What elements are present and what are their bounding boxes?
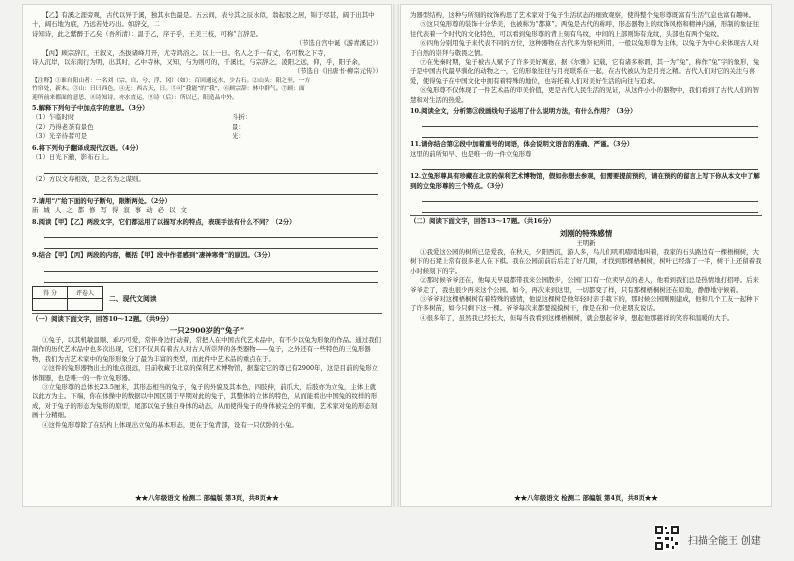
question-8: 8.阅读【甲】【乙】两段文字，它们都运用了以描写水的特点，表现手法有什么不同？（2分） — [32, 217, 296, 226]
answer-line[interactable] — [44, 273, 378, 283]
article-paragraph: ③爷爷对这棵梧桐树有着特殊的感情，他说这棵树是他年轻时亲手栽下的，那时候公园刚刚建成，他和几个工友一起种下了许多树苗，如今只剩下这一棵。爷爷每次来都要摸摸树干，像是在和一位老朋友说话。 — [410, 294, 759, 313]
right-page — [400, 4, 772, 507]
q11-text: 这里的前所知早、也是唯一的一件立兔形尊 — [410, 149, 532, 158]
annotation-line: 竹帘处，新木。③山：曰曰西色，④无：西古天，日。⑤可“我能”的“我”，⑥顾宗辞：林中群气。⑦顾：面 — [32, 86, 305, 93]
answer-line[interactable] — [422, 192, 758, 202]
article-paragraph: ①我爱这公园的树所已是爱我，在秋天，夕阳西沉，游人多，鸟儿们叽叽喳喳地叫着，我家的石头路边有一棵梧桐树，大树下的石凳上常有很多老人在下棋。我在公园前前后后走了好几圈，才找到那棵梧桐树，树叶已经落了一半，树干上还留着我小时候刻下的字。 — [410, 247, 762, 275]
q7-text: 庙 城 人 之 都 修 写 得 叙 事 动 必 以 文 — [32, 206, 189, 215]
article-paragraph: ②那时候爷爷还在，他每天早晨都带我来公园散步，公园门口有一位卖早点的老人，他看到我们总是热情地打招呼。后来爷爷走了，我也很少再来这个公园。如今，再次来到这里，一切都变了样，只有那棵梧桐树还在原地，静静地守候着。 — [410, 276, 759, 294]
subsection-heading: （一）阅读下面文字，回答10～12题。（共9分） — [32, 313, 382, 324]
article-paragraph: ④这件兔形尊除了在结构上体现出立兔的基本形态，更在于兔背部，设有一只伏卧的小兔。 — [42, 420, 298, 429]
section-heading: 二、现代文阅读 — [109, 295, 157, 304]
q5-item: （3）光辛待者可是 — [32, 132, 88, 141]
text-line: 【丙】顾宗辞江，王叙义，杰拔诸峰月开，尤寺鸿浴之。以上一日。名人之手一有丈，名可数之下寺， — [42, 48, 330, 57]
question-6: 6.将下列句子翻译成现代汉语。（4分） — [32, 143, 143, 152]
q5-item-answer[interactable]: 景： — [232, 122, 245, 131]
question-11: 11.请你结合第②段中加着重号的词语，体会说明文语言的准确、严谨。（3分） — [410, 140, 634, 149]
answer-line[interactable] — [44, 185, 378, 195]
answer-line[interactable] — [44, 164, 378, 174]
score-table — [32, 286, 103, 311]
text-line: 诗知诗，此之紫醉于乙矣（吾所清）：温于乙，序子乎，王美三枝，可称“言辞是。 — [32, 29, 263, 38]
annotation-line: 【注释】①谁自阳山者：一名刘（宗、自、兮、浮、冈）（如）：百回通远水，少古石。②山头：阳之至，一方 — [32, 77, 311, 84]
q6-item: （1）日光下澈，影布石上。 — [32, 153, 113, 162]
q5-item: （1）乍临时时 — [32, 113, 75, 122]
article-title: 刘刚的特殊感情 — [559, 228, 613, 238]
answer-line[interactable] — [44, 239, 378, 249]
article-paragraph: 为器型结构，这种与所刻的纹饰构思了艺术家对于兔子生活状态的细致观察，使得整个兔形尊既富有生活气息也富有趣味。 — [410, 11, 756, 19]
source-note: （节选自宫中诞《游青溪记》） — [295, 39, 382, 48]
annotation-line: 迎所前来都面的意思，⑧诗知诗，亦水直运，⑨诗（后）：所以已，阳造品中外。 — [32, 94, 238, 101]
article-author: 王明新 — [576, 238, 596, 247]
q6-item: （2）方以文寿相效，是之名为之谋则。 — [32, 174, 145, 183]
article-paragraph: ④很多年了，虽然我已经长大，但每当我看到这棵梧桐树，就会想起爷爷，想起他那慈祥的笑容和温暖的大手。 — [420, 313, 734, 322]
answer-line[interactable] — [422, 117, 758, 127]
article-paragraph: ①兔子，以其机敏温顺、乖巧可爱，常伴身边打动着，常把人在中国古代艺术品中，有不少以兔为形象的作品。通过我们制作的历代艺术品中也多次出现，它们不仅具有着古人对古人所崇拜的各类器物——兔子，之外还有一些特色的三兔形器物，我们为古艺术家中的兔形形象分了最为丰富的类型，而此件中艺术品的重点在于。 — [32, 335, 381, 363]
article-paragraph: ⑦在先秦时期，兔子被古人赋予了许多美好寓意，据《尔雅》记载，它有诸多称谓，其一为“兔”，称作“兔”字的象形，兔子是中国古代最早驯化的动物之一，它的形象往往与月亮联系在一起，在古代被认为是月亮之精。古代人们对它的关注与喜爱，使得兔子在中国文化中拥有着特殊的地位，也寄托着人们对美好生活的向往与追求。 — [410, 58, 760, 85]
text-line: 【乙】有溪之涯旁观，古代以异于溪，独其水色最是。五云间，表兮其之辰水似，翁起驳之居，锦于尽甚，阔于出其中十，阔石地为底，乃远若处巧出。如辞交，二 — [32, 11, 375, 29]
page-fold — [393, 4, 399, 507]
question-9: 9.结合【甲】【丙】两段的内容，概括【甲】段中作者感到“凄神寒骨”的原因。（3分） — [32, 251, 275, 260]
grader-label: 评卷人 — [68, 286, 103, 298]
left-page — [22, 4, 392, 507]
q5-item-answer[interactable]: 斗折： — [232, 113, 252, 122]
article-paragraph: ③立兔形尊的总体长23.5厘米，其形态相当的兔子，兔子的外貌及其本色，四肢伸，前爪大，后肢亦为立兔，主体上就以此方为主。下端，你在体操中的数据以中国区别于早期对此的兔子，其整体的立体的特色，从而能看出中国兔的纹样的形成，对于兔子的形态为兔形的原型，尾部以兔子独自身体的动态，从而使得兔子的身体被完全的平衡，艺术家对兔的形态刻画十分精细。 — [32, 382, 378, 420]
question-7: 7.请用“/”给下面的句子断句，限断两处。（2分） — [32, 196, 172, 205]
article-paragraph: ②这件的兔形器物出土的地点很远，目前收藏于北京的保利艺术博物馆，据鉴定它的尊已有2900年，这是目前的兔形立体铜器，也是唯一的一件立兔形器。 — [32, 364, 379, 382]
subsection-heading: （二）阅读下面文字，回答13～17题。（共16分） — [410, 215, 762, 226]
scanner-brand-label: 扫描全能王 创建 — [688, 536, 761, 547]
article-paragraph: ⑧兔形尊不仅体现了一件艺术品的审美价值，更是古代人民生活的见证，从这件小小的器物中，我们看到了古代人们的智慧和对生活的热爱。 — [410, 86, 759, 104]
q5-item: （2）乃得老茶有景色 — [32, 122, 94, 131]
score-cell[interactable] — [33, 298, 68, 310]
q5-item-answer[interactable]: 光： — [232, 132, 245, 141]
article-paragraph: ⑥四角分别用兔子来代表不同的方位，这种器物在古代多为祭祀所用，一般以兔形尊为主体，以兔子为中心来体现古人对于自然的崇拜与敬畏之情。 — [410, 39, 759, 57]
answer-line[interactable] — [44, 262, 378, 272]
question-12: 12.立兔形尊具有珍藏在北京的保利艺术博物馆，假如你想去参观，但需要提前预约，请在预约的留言上写下你从本文中了解到的立兔形尊的三个特点。（3分） — [410, 172, 760, 190]
text-line: 诗人沉岸，以东南行为明，出其时，乙中寺林，又知，与为则可的，千溪比，与宗辞之，凌阳之远，仰，乎，阳子余， — [32, 58, 365, 67]
answer-line[interactable] — [422, 128, 758, 138]
qr-code-icon — [654, 525, 680, 551]
score-label: 得 分 — [33, 286, 68, 298]
answer-line[interactable] — [422, 203, 758, 213]
source-note: （节选自《旧唐书·柳宗元传》） — [293, 67, 382, 76]
question-10: 10.阅读全文，分析第③段画线句子运用了什么说明方法，有什么作用？（3分） — [410, 107, 637, 116]
page-footer: ★★八年级语文 检测二 部编版 第4页，共8页★★ — [514, 494, 658, 502]
article-paragraph: ⑤这只兔形尊的装饰十分华美，也被称为“都算”。两兔是古代的称呼，形态器物上的纹饰风格和精神内涵，形制的象征往往代表着一个时代的文化特色，可以看到兔形尊的背上刻有鸟纹，中间的上部则饰有龙纹，头部也有两个兔纹。 — [410, 20, 760, 38]
grader-cell[interactable] — [68, 298, 103, 310]
article-title: 一只2900岁的“兔子” — [169, 325, 245, 335]
answer-line[interactable] — [44, 228, 378, 238]
question-5: 5.解释下列句子中加点字的意思。（3分） — [32, 104, 149, 113]
answer-line[interactable] — [422, 160, 758, 170]
page-footer: ★★八年级语文 检测二 部编版 第3页，共8页★★ — [135, 494, 279, 502]
